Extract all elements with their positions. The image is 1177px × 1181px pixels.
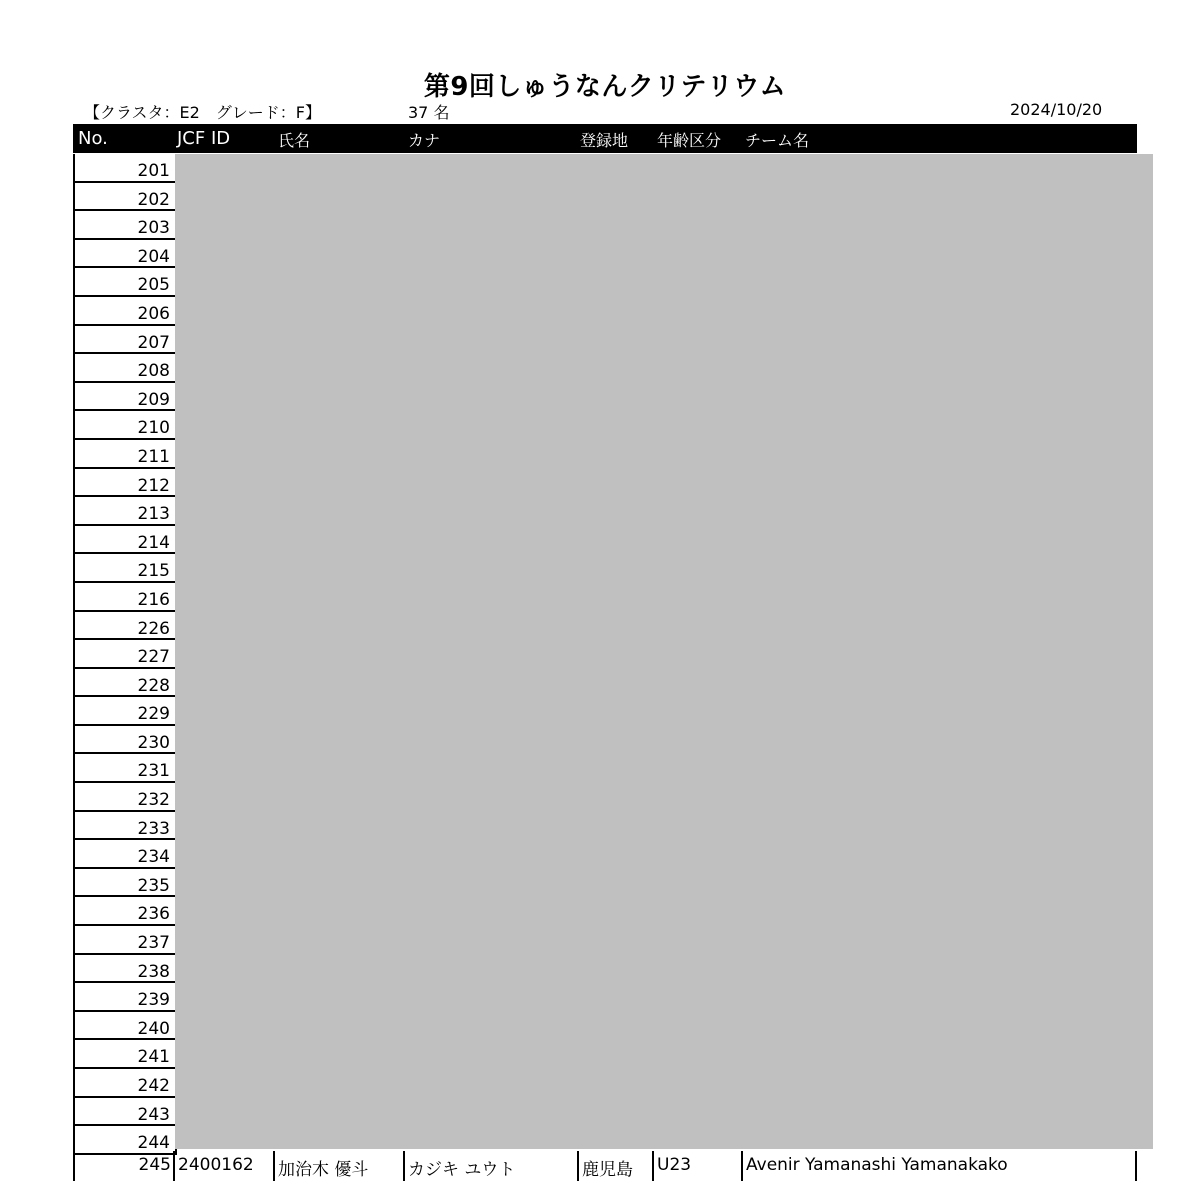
rider-number-cell: 205 [75,268,175,297]
header-name: 氏名 [278,131,311,150]
rider-number-cell: 242 [75,1069,175,1098]
rider-number-cell: 214 [75,526,175,555]
rider-number-cell: 235 [75,869,175,898]
header-team: チーム名 [745,131,810,150]
rider-number-cell: 238 [75,955,175,984]
rider-number-cell: 230 [75,726,175,755]
rider-number-cell: 204 [75,240,175,269]
rider-number-cell: 233 [75,812,175,841]
class-info: 【クラスタ：E2 グレード：F】 [84,103,322,122]
rider-number-cell: 240 [75,1012,175,1041]
rider-number: 245 [138,1155,171,1175]
rider-number-cell: 234 [75,840,175,869]
rider-number-cell: 215 [75,554,175,583]
rider-number-cell: 206 [75,297,175,326]
header-jcf-id: JCF ID [177,128,231,149]
entry-count: 37 名 [408,103,450,122]
kana-cell: カジキ ユウト [403,1151,515,1181]
rider-number-cell: 232 [75,783,175,812]
rider-number-cell: 241 [75,1040,175,1069]
rider-number-cell: 229 [75,697,175,726]
rider-number-cell: 207 [75,326,175,355]
rider-number-cell: 236 [75,897,175,926]
rider-number-column [73,154,177,1155]
rider-number-cell: 231 [75,754,175,783]
rider-number-cell: 212 [75,469,175,498]
rider-number-cell: 239 [75,983,175,1012]
event-date: 2024/10/20 [1010,100,1103,119]
rider-number-cell: 216 [75,583,175,612]
rider-number-cell: 213 [75,497,175,526]
rider-number-cell: 209 [75,383,175,412]
rider-number-cell: 208 [75,354,175,383]
document-title: 第9回しゅうなんクリテリウム [423,72,787,102]
rider-number-cell: 244 [75,1126,175,1155]
rider-number-cell: 226 [75,612,175,641]
rider-number-cell: 237 [75,926,175,955]
header-kana: カナ [408,131,441,150]
age-class-cell: U23 [652,1151,691,1181]
header-region: 登録地 [580,131,629,150]
redaction-mask [175,154,1153,1149]
rider-number-cell: 228 [75,669,175,698]
region-cell: 鹿児島 [577,1151,633,1181]
rider-number-cell: 243 [75,1098,175,1127]
rider-number-cell: 202 [75,183,175,212]
header-no: No. [78,128,108,149]
jcf-id-cell: 2400162 [173,1151,254,1181]
rider-number-cell: 227 [75,640,175,669]
team-cell: Avenir Yamanashi Yamanakako [741,1151,1008,1181]
rider-number-cell: 210 [75,411,175,440]
rider-number-cell: 211 [75,440,175,469]
rider-number-cell: 203 [75,211,175,240]
header-age-class: 年齢区分 [657,131,722,150]
table-header [73,124,1137,153]
name-cell: 加治木 優斗 [273,1151,368,1181]
rider-number-cell: 201 [75,154,175,183]
